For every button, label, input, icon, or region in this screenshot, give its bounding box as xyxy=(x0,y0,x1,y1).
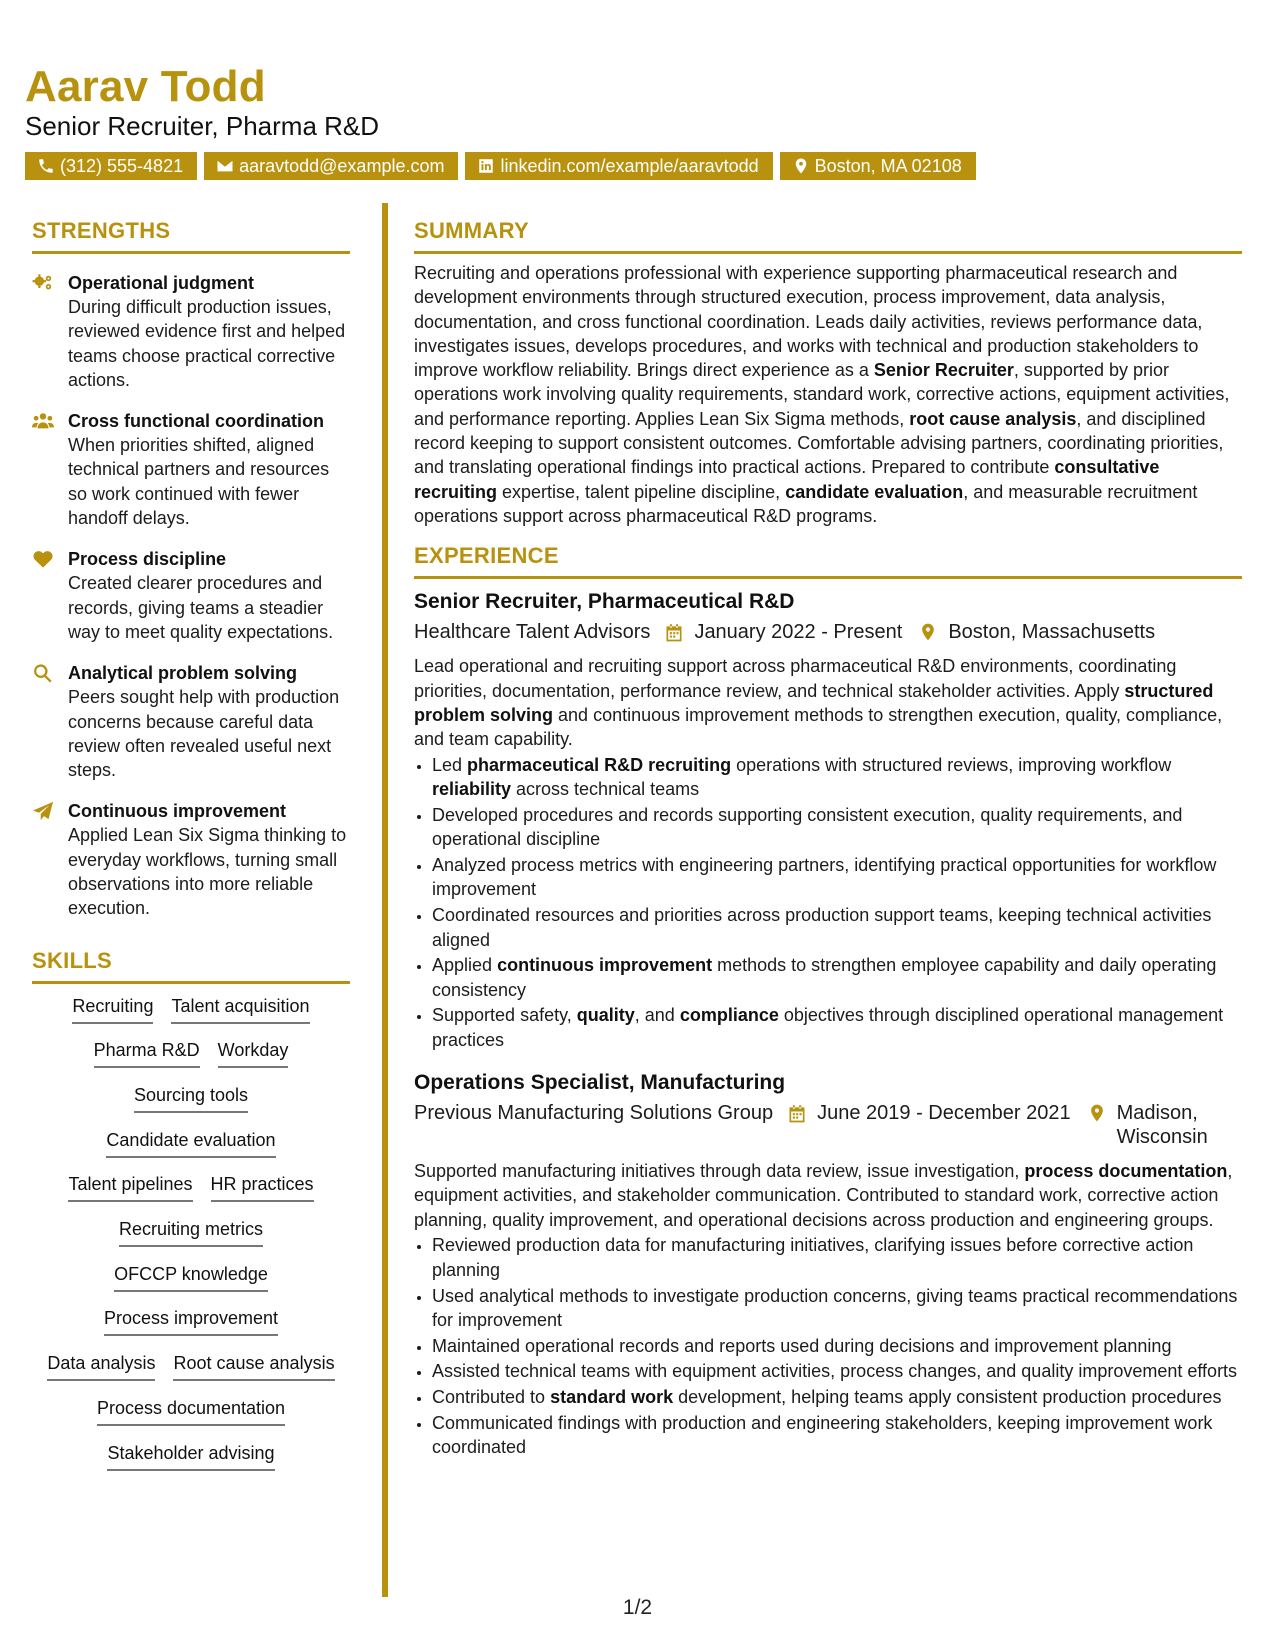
job-bullet: • Assisted technical teams with equipment activities, process changes, and quality improvement efforts xyxy=(432,1359,1242,1383)
envelope-icon xyxy=(216,157,234,175)
left-column xyxy=(32,217,350,1485)
location-chip xyxy=(780,152,976,180)
strengths-heading: STRENGTHS xyxy=(32,218,171,243)
email-chip[interactable] xyxy=(204,152,458,180)
job-bullet: • Developed procedures and records supporting consistent execution, quality requirements, and operational discipline xyxy=(432,803,1242,852)
job-bullet: • Reviewed production data for manufacturing initiatives, clarifying issues before corrective action planning xyxy=(432,1233,1242,1282)
skill-row xyxy=(32,1172,350,1217)
column-divider xyxy=(382,203,388,1597)
skill-tag: Root cause analysis xyxy=(173,1351,334,1381)
skill-row xyxy=(32,994,350,1039)
candidate-title: Senior Recruiter, Pharma R&D xyxy=(25,111,380,141)
candidate-name: Aarav Todd xyxy=(25,62,266,111)
bold-phrase: pharmaceutical R&D recruiting xyxy=(467,754,732,775)
job-location xyxy=(918,620,1155,644)
bold-phrase: candidate evaluation xyxy=(785,481,964,502)
bold-phrase: Senior Recruiter xyxy=(873,360,1014,381)
skills-heading: SKILLS xyxy=(32,947,113,973)
skill-row xyxy=(32,1262,350,1307)
skill-tag: Workday xyxy=(218,1038,289,1068)
skill-row xyxy=(32,1128,350,1173)
skill-tag: HR practices xyxy=(211,1172,314,1202)
contact-bar xyxy=(25,152,976,180)
bold-phrase: compliance xyxy=(679,1005,779,1026)
job-bullets xyxy=(414,753,1242,1052)
job-bullet: • Used analytical methods to investigate production concerns, giving teams practical recommendations for improvement xyxy=(432,1284,1242,1333)
strength-desc: Created clearer procedures and records, giving teams a steadier way to meet quality expectations. xyxy=(68,573,334,642)
skill-row xyxy=(32,1396,350,1441)
job-location-text: Madison, Wisconsin xyxy=(1116,1102,1208,1149)
calendar-icon xyxy=(664,623,684,643)
skill-row xyxy=(32,1083,350,1128)
calendar-icon xyxy=(787,1104,807,1124)
job-bullet: • Supported safety, quality, and compliance objectives through disciplined operational management practices xyxy=(432,1003,1242,1052)
skill-row xyxy=(32,1441,350,1486)
job-description: Lead operational and recruiting support across pharmaceutical R&D environments, coordinating priorities, documentation, performance review, and technical stakeholder activities. Apply structured problem solving and continuous improvement methods to strengthen execution, quality, compliance, and team capability. xyxy=(414,656,1223,750)
strength-desc: Peers sought help with production concerns because careful data review often revealed useful next steps. xyxy=(68,687,340,781)
skill-row xyxy=(32,1351,350,1396)
search-icon xyxy=(32,663,54,683)
job-company: Previous Manufacturing Solutions Group xyxy=(414,1102,774,1125)
phone-icon xyxy=(37,157,55,175)
bold-phrase: quality xyxy=(576,1005,635,1026)
bold-phrase: standard work xyxy=(550,1387,674,1408)
skill-row xyxy=(32,1038,350,1083)
job-entry xyxy=(414,588,1242,1052)
map-pin-icon xyxy=(918,622,938,642)
job-bullet: • Contributed to standard work development, helping teams apply consistent production procedures xyxy=(432,1385,1242,1409)
job-bullet: • Coordinated resources and priorities across production support teams, keeping technical activities aligned xyxy=(432,903,1242,952)
experience-heading: EXPERIENCE xyxy=(414,543,559,569)
job-dates-text: June 2019 - December 2021 xyxy=(817,1102,1071,1125)
job-company: Healthcare Talent Advisors xyxy=(414,621,651,644)
bold-phrase: process documentation xyxy=(1024,1161,1228,1182)
linkedin-chip[interactable] xyxy=(465,152,772,180)
location-text: Boston, MA 02108 xyxy=(814,156,962,176)
strength-item xyxy=(32,409,350,530)
bold-phrase: structured problem solving xyxy=(414,680,1214,725)
skill-tag: Sourcing tools xyxy=(134,1083,248,1113)
skills-rule xyxy=(32,981,350,984)
job-description: Supported manufacturing initiatives through data review, issue investigation, process documentation, equipment activities, and stakeholder communication. Contributed to standard work, corrective action planning, quality improvement, and operational decisions across production and engineering groups. xyxy=(414,1161,1233,1230)
summary-rule xyxy=(414,251,1242,254)
gears-icon xyxy=(32,273,54,293)
job-dates-text: January 2022 - Present xyxy=(694,621,903,644)
job-meta xyxy=(414,1101,1242,1149)
job-location xyxy=(1087,1101,1208,1149)
skill-tag: Talent acquisition xyxy=(171,994,309,1024)
skill-tag: Stakeholder advising xyxy=(107,1441,274,1471)
strength-desc: During difficult production issues, reviewed evidence first and helped teams choose practical corrective actions. xyxy=(68,297,346,390)
job-dates xyxy=(664,620,902,644)
strength-title: Analytical problem solving xyxy=(68,663,298,684)
linkedin-text: linkedin.com/example/aaravtodd xyxy=(500,156,759,176)
strength-item xyxy=(32,271,350,392)
strength-item xyxy=(32,547,350,644)
bold-phrase: reliability xyxy=(432,779,512,800)
job-bullet: • Led pharmaceutical R&D recruiting operations with structured reviews, improving workflow reliability across technical teams xyxy=(432,753,1242,802)
strength-title: Cross functional coordination xyxy=(68,411,325,432)
bold-phrase: continuous improvement xyxy=(497,955,713,976)
bold-phrase: consultative recruiting xyxy=(414,457,1160,502)
skill-tag: Pharma R&D xyxy=(94,1038,200,1068)
phone-text: (312) 555-4821 xyxy=(60,156,184,176)
skill-tag: Data analysis xyxy=(47,1351,155,1381)
skill-tag: Candidate evaluation xyxy=(106,1128,275,1158)
skills-list xyxy=(32,994,350,1486)
map-pin-icon xyxy=(1087,1103,1107,1123)
job-dates xyxy=(787,1101,1071,1125)
job-bullets xyxy=(414,1233,1242,1459)
skill-tag: Recruiting metrics xyxy=(119,1217,263,1247)
skill-tag: Process documentation xyxy=(97,1396,285,1426)
job-meta xyxy=(414,620,1242,644)
heart-icon xyxy=(32,549,54,569)
phone-chip[interactable] xyxy=(25,152,197,180)
strengths-rule xyxy=(32,251,350,254)
strength-title: Process discipline xyxy=(68,549,227,570)
job-bullet: • Communicated findings with production and engineering stakeholders, keeping improvement work coordinated xyxy=(432,1411,1242,1460)
users-icon xyxy=(32,411,54,431)
map-pin-icon xyxy=(792,157,810,175)
experience-rule xyxy=(414,576,1242,579)
job-bullet: • Analyzed process metrics with engineering partners, identifying practical opportunities for workflow improvement xyxy=(432,853,1242,902)
bold-phrase: root cause analysis xyxy=(909,408,1077,429)
job-entry xyxy=(414,1069,1242,1460)
linkedin-icon xyxy=(477,157,495,175)
job-location-text: Boston, Massachusetts xyxy=(948,621,1156,644)
strength-desc: When priorities shifted, aligned technical partners and resources so work continued with fewer handoff delays. xyxy=(68,435,330,529)
strength-title: Operational judgment xyxy=(68,273,255,293)
strength-title: Continuous improvement xyxy=(68,801,287,822)
job-role: Senior Recruiter, Pharmaceutical R&D xyxy=(414,590,795,614)
job-bullet: • Applied continuous improvement methods to strengthen employee capability and daily operating consistency xyxy=(432,953,1242,1002)
summary-text: Recruiting and operations professional with experience supporting pharmaceutical research and development environments through structured execution, process improvement, data analysis, documentation, and cross functional coordination. Leads daily activities, reviews performance data, investigates issues, develops procedures, and works with technical and production stakeholders to improve workflow reliability. Brings direct experience as a Senior Recruiter, supported by prior operations work involving quality requirements, standard work, corrective actions, equipment activities, and performance reporting. Applies Lean Six Sigma methods, root cause analysis, and disciplined record keeping to support consistent outcomes. Comfortable advising partners, coordinating priorities, and translating operational findings into practical actions. Prepared to contribute consultative recruiting expertise, talent pipeline discipline, candidate evaluation, and measurable recruitment operations support across pharmaceutical R&D programs. xyxy=(414,263,1230,526)
summary-heading: SUMMARY xyxy=(414,218,529,243)
email-text: aaravtodd@example.com xyxy=(239,156,445,176)
strength-item xyxy=(32,661,350,782)
skill-row xyxy=(32,1306,350,1351)
strength-item xyxy=(32,799,350,920)
skill-tag: Recruiting xyxy=(72,994,153,1024)
paper-plane-icon xyxy=(32,801,54,821)
strength-desc: Applied Lean Six Sigma thinking to everyday workflows, turning small observations into more reliable execution. xyxy=(68,825,347,919)
job-bullet: • Maintained operational records and reports used during decisions and improvement planning xyxy=(432,1334,1242,1358)
skill-tag: Process improvement xyxy=(104,1306,278,1336)
skill-tag: OFCCP knowledge xyxy=(114,1262,268,1292)
right-column xyxy=(414,217,1242,1460)
skill-tag: Talent pipelines xyxy=(68,1172,192,1202)
page-number: 1/2 xyxy=(622,1596,653,1619)
skill-row xyxy=(32,1217,350,1262)
job-role: Operations Specialist, Manufacturing xyxy=(414,1071,786,1095)
